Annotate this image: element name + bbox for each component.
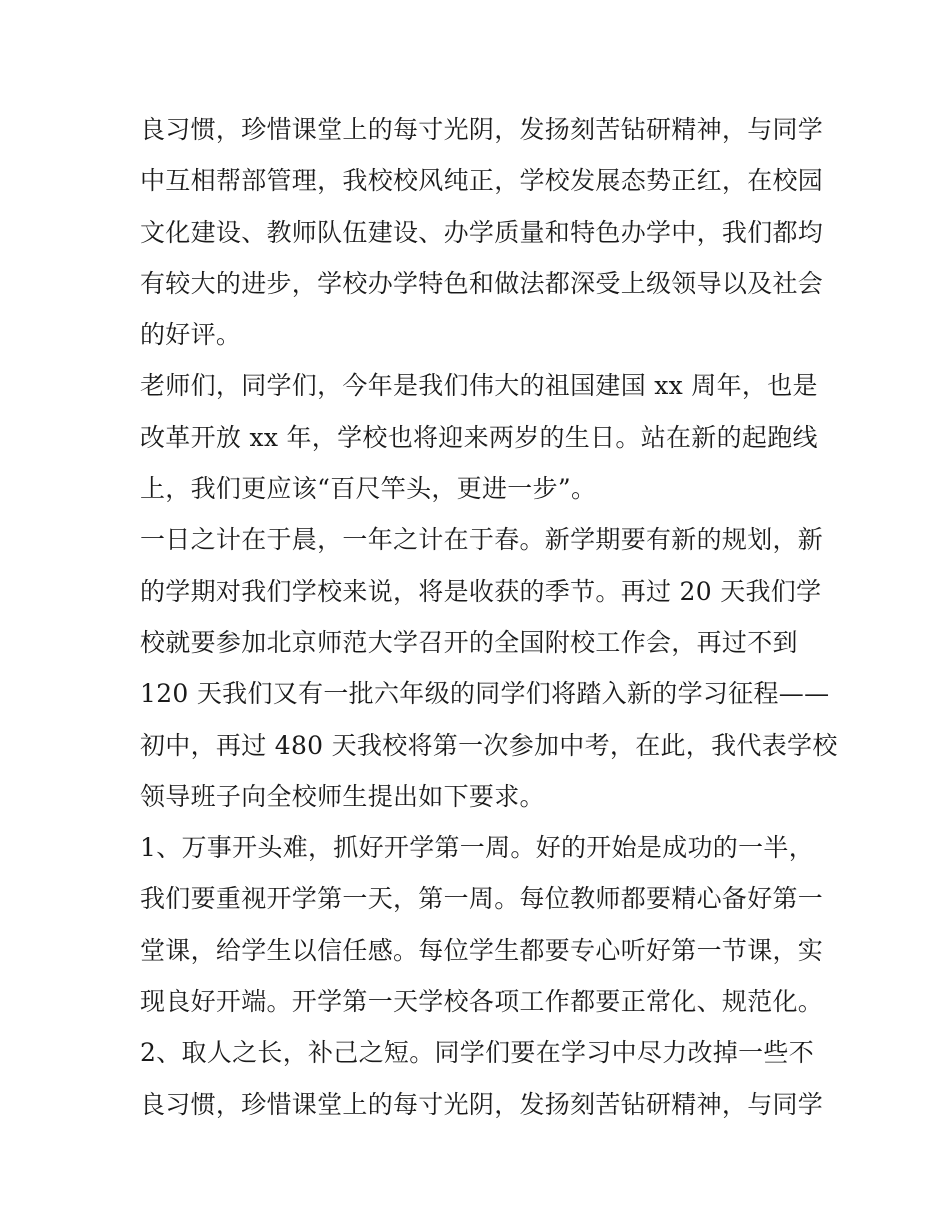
text-line: 上，我们更应该“百尺竿头，更进一步”。	[140, 474, 597, 504]
text-line: 领导班子向全校师生提出如下要求。	[140, 781, 545, 811]
text-line: 一日之计在于晨，一年之计在于春。新学期要有新的规划，新	[140, 525, 824, 555]
text-line: 120 天我们又有一批六年级的同学们将踏入新的学习征程——	[140, 679, 830, 709]
text-line: 有较大的进步，学校办学特色和做法都深受上级领导以及社会	[140, 268, 824, 298]
text-line: 1、万事开头难，抓好开学第一周。好的开始是成功的一半，	[140, 833, 815, 863]
body-text	[140, 104, 838, 1130]
text-line: 现良好开端。开学第一天学校各项工作都要正常化、规范化。	[140, 987, 824, 1017]
text-line: 中互相帮部管理，我校校风纯正，学校发展态势正红，在校园	[140, 166, 824, 196]
text-line: 我们要重视开学第一天，第一周。每位教师都要精心备好第一	[140, 884, 824, 914]
text-line: 2、取人之长，补己之短。同学们要在学习中尽力改掉一些不	[140, 1038, 815, 1068]
text-line: 堂课，给学生以信任感。每位学生都要专心听好第一节课，实	[140, 935, 824, 965]
text-line: 良习惯，珍惜课堂上的每寸光阴，发扬刻苦钻研精神，与同学	[140, 115, 824, 144]
text-line: 老师们，同学们，今年是我们伟大的祖国建国 xx 周年，也是	[140, 371, 818, 401]
text-line: 初中，再过 480 天我校将第一次参加中考，在此，我代表学校	[140, 730, 838, 760]
text-line: 文化建设、教师队伍建设、办学质量和特色办学中，我们都均	[140, 217, 824, 247]
text-line: 的好评。	[140, 320, 242, 350]
text-line: 的学期对我们学校来说，将是收获的季节。再过 20 天我们学	[140, 576, 822, 606]
text-line: 良习惯，珍惜课堂上的每寸光阴，发扬刻苦钻研精神，与同学	[140, 1089, 824, 1119]
text-line: 改革开放 xx 年，学校也将迎来两岁的生日。站在新的起跑线	[140, 422, 818, 452]
text-line: 校就要参加北京师范大学召开的全国附校工作会，再过不到	[140, 627, 798, 657]
